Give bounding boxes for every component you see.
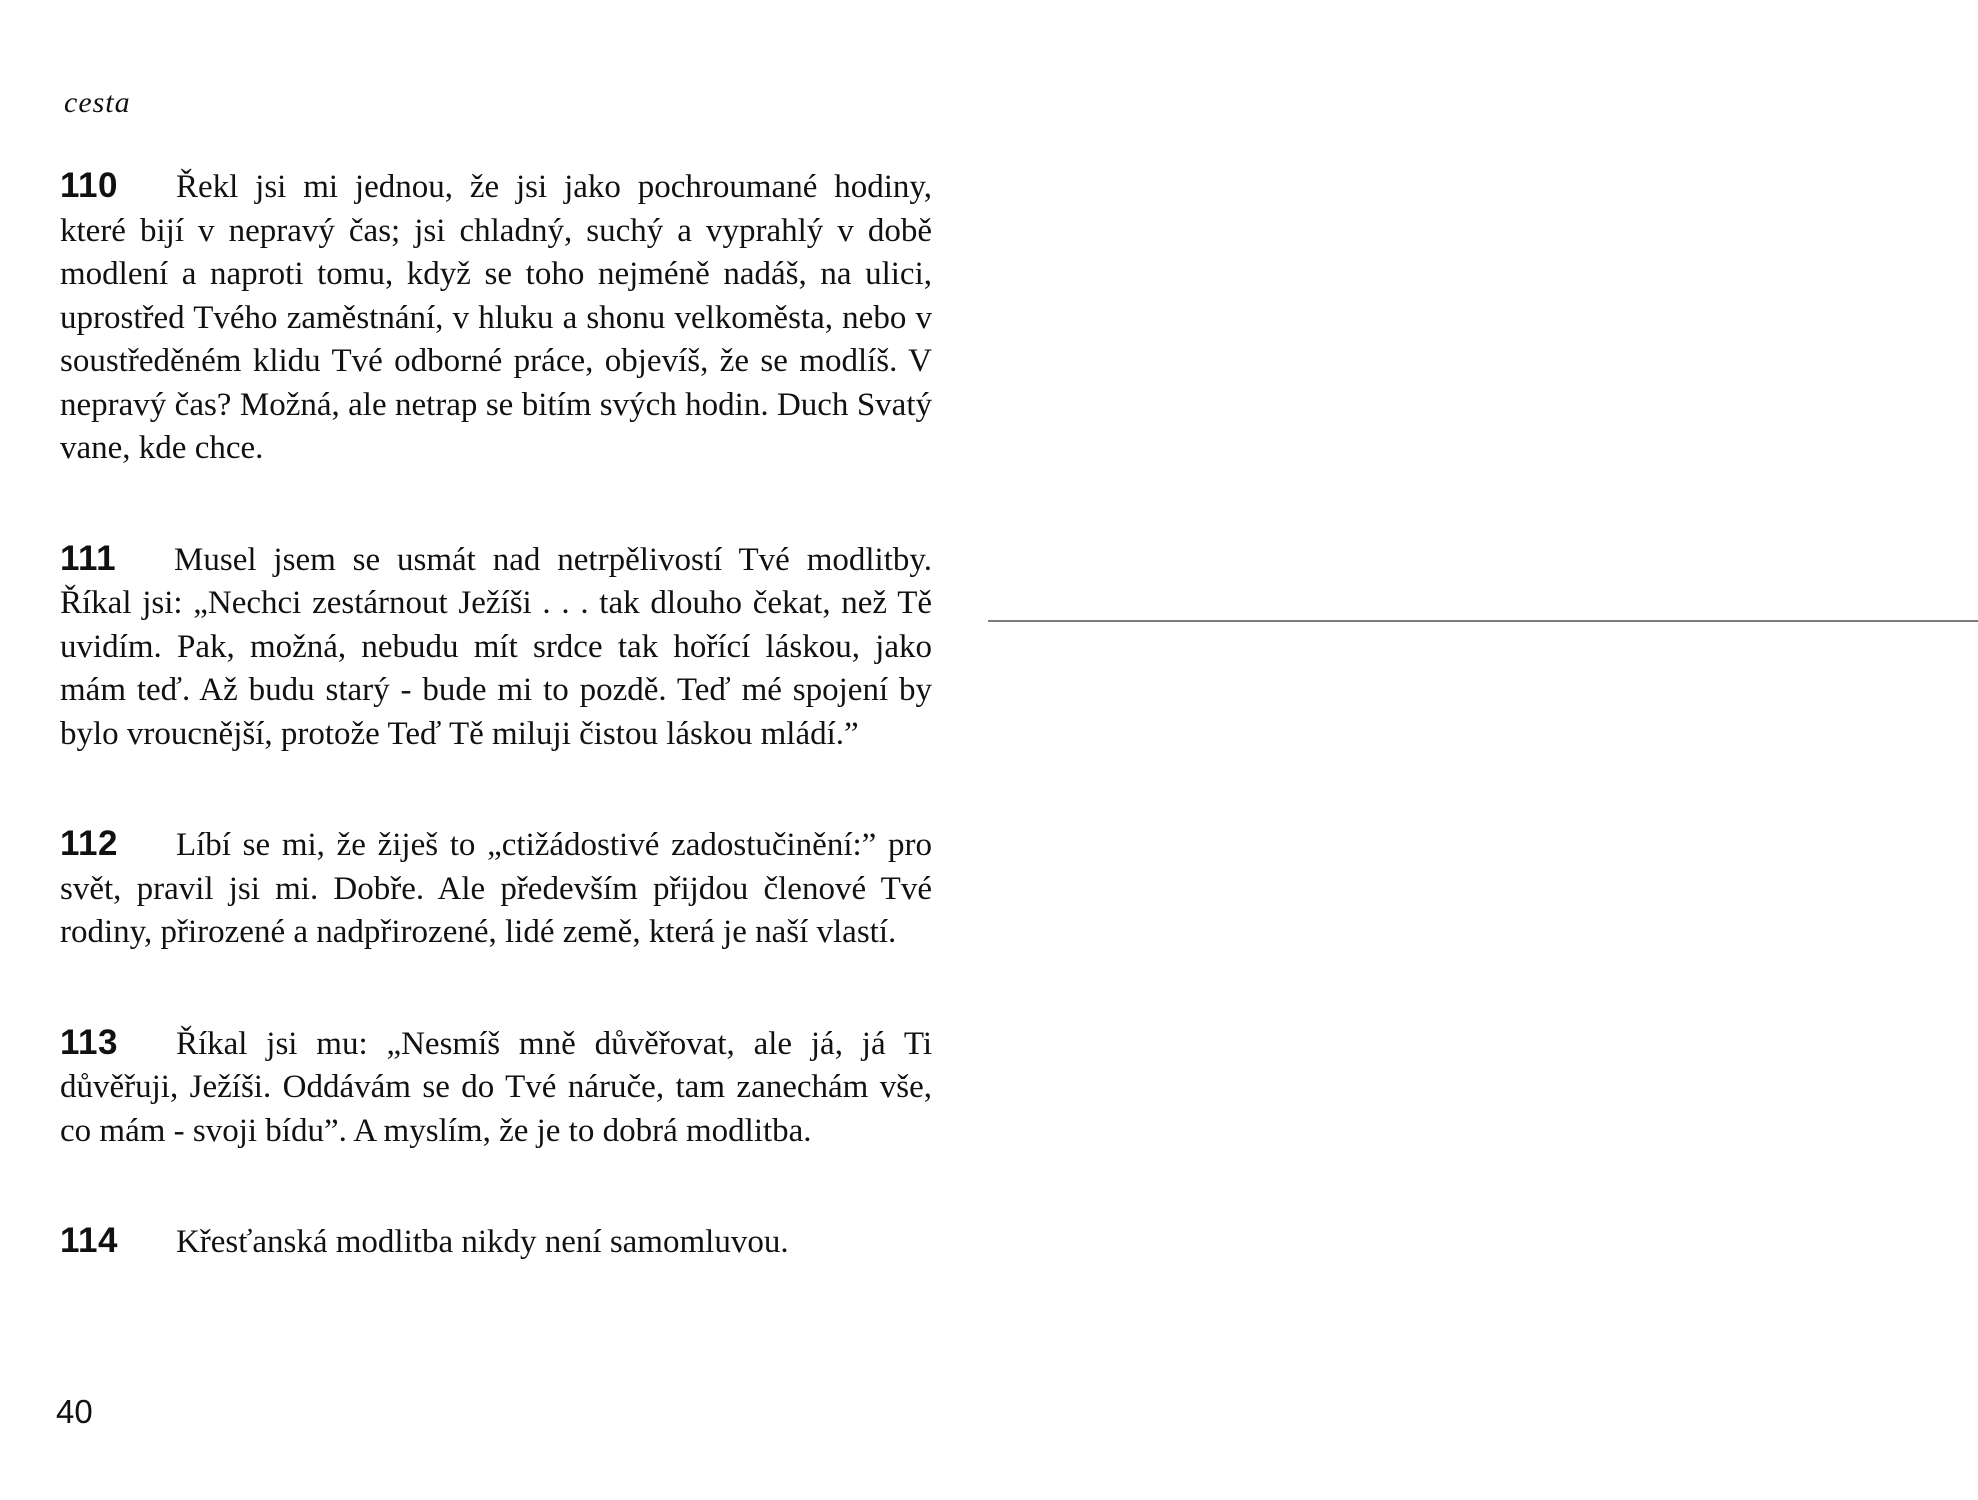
paragraph-text: Řekl jsi mi jednou, že jsi jako pochroumané hodiny, které bijí v nepravý čas; jsi chladný, suchý a vyprahlý v době modlení a naproti tomu, když se toho nejméně nadáš, na ulici, uprostřed Tvého zaměstnání, v hluku a shonu velkoměsta, nebo v soustředěném klidu Tvé odborné práce, objevíš, že se modlíš. V nepravý čas? Možná, ale netrap se bitím svých hodin. Duch Svatý vane, kde chce.: [60, 169, 932, 466]
paragraph-text: Líbí se mi, že žiješ to „ctižádostivé zadostučinění:” pro svět, pravil jsi mi. Dobře. Ale především přijdou členové Tvé rodiny, přirozené a nadpřirozené, lidé země, která je naší vlastí.: [60, 827, 932, 950]
paragraph-112: [60, 822, 932, 955]
paragraph-number: 113: [60, 1022, 118, 1062]
paragraph-text: Musel jsem se usmát nad netrpělivostí Tvé modlitby. Říkal jsi: „Nechci zestárnout Ježíši . . . tak dlouho čekat, než Tě uvidím. Pak, možná, nebudu mít srdce tak hořící láskou, jako mám teď. Až budu starý - bude mi to pozdě. Teď mé spojení by bylo vroucnější, protože Teď Tě miluji čistou láskou mládí.”: [60, 541, 932, 752]
paragraph-number: 111: [60, 538, 117, 578]
paragraph-113: [60, 1021, 932, 1154]
paragraph-114: [60, 1219, 932, 1265]
paragraph-number: 110: [60, 166, 118, 205]
paragraph-text: Říkal jsi mu: „Nesmíš mně důvěřovat, ale já, já Ti důvěřuji, Ježíši. Oddávám se do Tvé náruče, tam zanechám vše, co mám - svoji bídu”. A myslím, že je to dobrá modlitba.: [60, 1025, 932, 1149]
page-number: 40: [56, 1393, 93, 1430]
paragraph-number: 112: [60, 824, 118, 863]
running-header: cesta: [64, 86, 131, 119]
horizontal-divider: [988, 620, 1978, 622]
paragraph-number: 114: [60, 1221, 118, 1260]
paragraph-text: Křesťanská modlitba nikdy není samomluvou.: [175, 1224, 789, 1260]
paragraph-111: [60, 537, 932, 757]
page-body: [60, 164, 932, 1331]
paragraph-110: [60, 164, 932, 471]
